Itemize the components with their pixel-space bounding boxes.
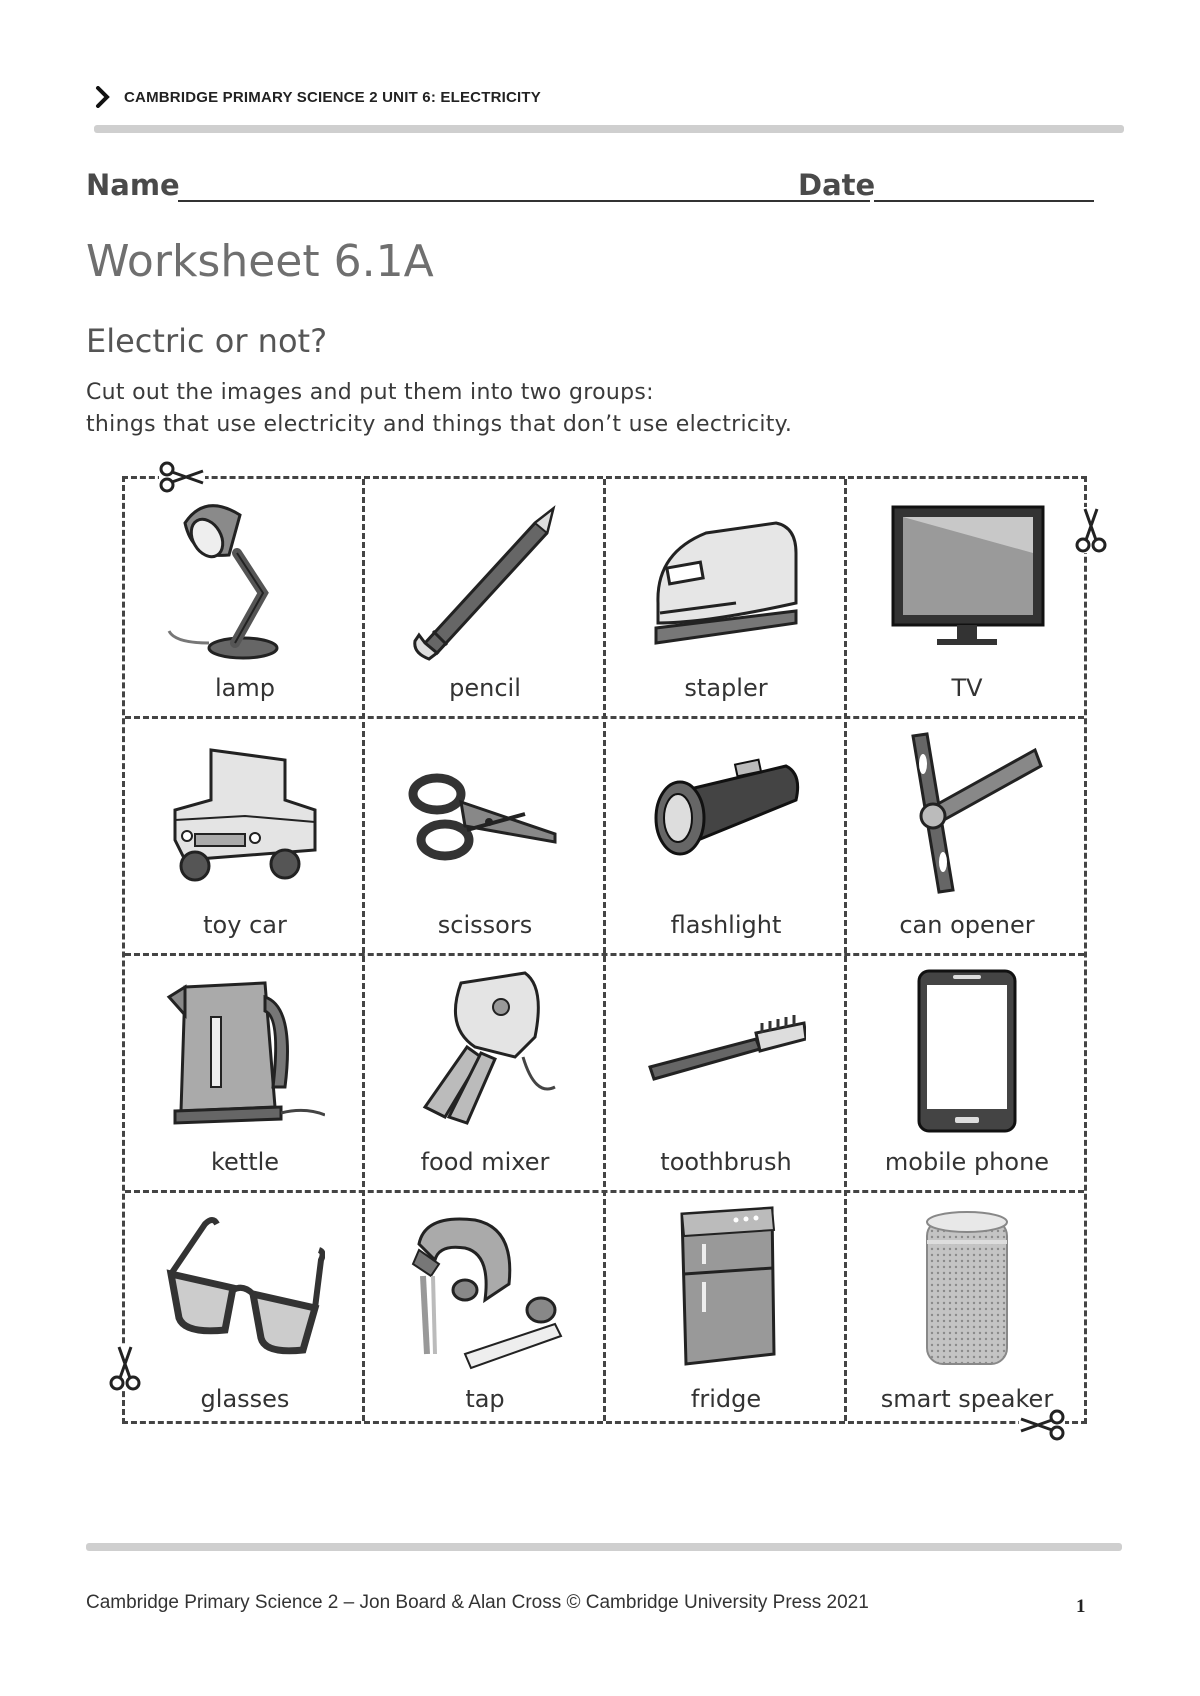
card-mobile-phone[interactable] (847, 953, 1087, 1190)
card-scissors[interactable] (365, 716, 605, 953)
card-toy-car[interactable] (125, 716, 365, 953)
smart-speaker-icon (887, 1204, 1047, 1374)
toothbrush-icon (646, 967, 806, 1137)
footer-credit: Cambridge Primary Science 2 – Jon Board & Alan Cross © Cambridge University Press 2021 (86, 1592, 869, 1613)
card-tap[interactable] (365, 1190, 605, 1427)
flashlight-icon (646, 730, 806, 900)
kettle-icon (165, 967, 325, 1137)
stapler-icon (646, 493, 806, 663)
chevron-right-icon (92, 86, 114, 108)
desk-lamp-icon (165, 493, 325, 663)
card-kettle[interactable] (125, 953, 365, 1190)
footer-divider (86, 1543, 1122, 1551)
card-glasses[interactable] (125, 1190, 365, 1427)
mobile-phone-icon (887, 967, 1047, 1137)
glasses-icon (165, 1204, 325, 1374)
pencil-icon (405, 493, 565, 663)
card-label: lamp (215, 674, 275, 702)
card-label: toothbrush (660, 1148, 792, 1176)
unit-header (92, 86, 541, 108)
date-label: Date (798, 168, 876, 202)
card-label: toy car (203, 911, 287, 939)
food-mixer-icon (405, 967, 565, 1137)
card-label: tap (465, 1385, 505, 1413)
can-opener-icon (887, 730, 1047, 900)
date-field[interactable] (874, 200, 1094, 202)
activity-title: Electric or not? (86, 322, 328, 360)
toy-car-icon (165, 730, 325, 900)
card-stapler[interactable] (606, 479, 846, 716)
card-label: food mixer (420, 1148, 550, 1176)
name-label: Name (86, 168, 180, 202)
card-label: flashlight (670, 911, 782, 939)
card-flashlight[interactable] (606, 716, 846, 953)
card-label: TV (951, 674, 983, 702)
scissors-cut-icon (109, 1345, 141, 1391)
scissors-icon (405, 730, 565, 900)
worksheet-title: Worksheet 6.1A (86, 236, 434, 287)
unit-header-text: CAMBRIDGE PRIMARY SCIENCE 2 UNIT 6: ELECTRICITY (124, 88, 541, 106)
instruction-line: Cut out the images and put them into two groups: (86, 380, 654, 405)
card-fridge[interactable] (606, 1190, 846, 1427)
name-field[interactable] (178, 200, 870, 202)
card-label: stapler (684, 674, 768, 702)
scissors-cut-icon (159, 461, 205, 493)
tap-icon (405, 1204, 565, 1374)
card-lamp[interactable] (125, 479, 365, 716)
instruction-line: things that use electricity and things that don’t use electricity. (86, 412, 793, 437)
card-label: fridge (690, 1385, 762, 1413)
card-label: glasses (200, 1385, 290, 1413)
card-food-mixer[interactable] (365, 953, 605, 1190)
scissors-cut-icon (1075, 507, 1107, 553)
card-label: pencil (449, 674, 521, 702)
card-label: can opener (899, 911, 1035, 939)
tv-icon (887, 493, 1047, 663)
card-toothbrush[interactable] (606, 953, 846, 1190)
card-label: smart speaker (880, 1385, 1054, 1413)
page-number: 1 (1076, 1596, 1086, 1617)
card-smart-speaker[interactable] (847, 1190, 1087, 1427)
cutout-grid (122, 476, 1087, 1424)
card-can-opener[interactable] (847, 716, 1087, 953)
fridge-icon (646, 1204, 806, 1374)
instructions (86, 377, 792, 441)
scissors-cut-icon (1019, 1409, 1065, 1441)
card-tv[interactable] (847, 479, 1087, 716)
header-divider (94, 125, 1124, 133)
card-label: scissors (437, 911, 533, 939)
card-label: kettle (210, 1148, 280, 1176)
card-pencil[interactable] (365, 479, 605, 716)
card-label: mobile phone (884, 1148, 1050, 1176)
